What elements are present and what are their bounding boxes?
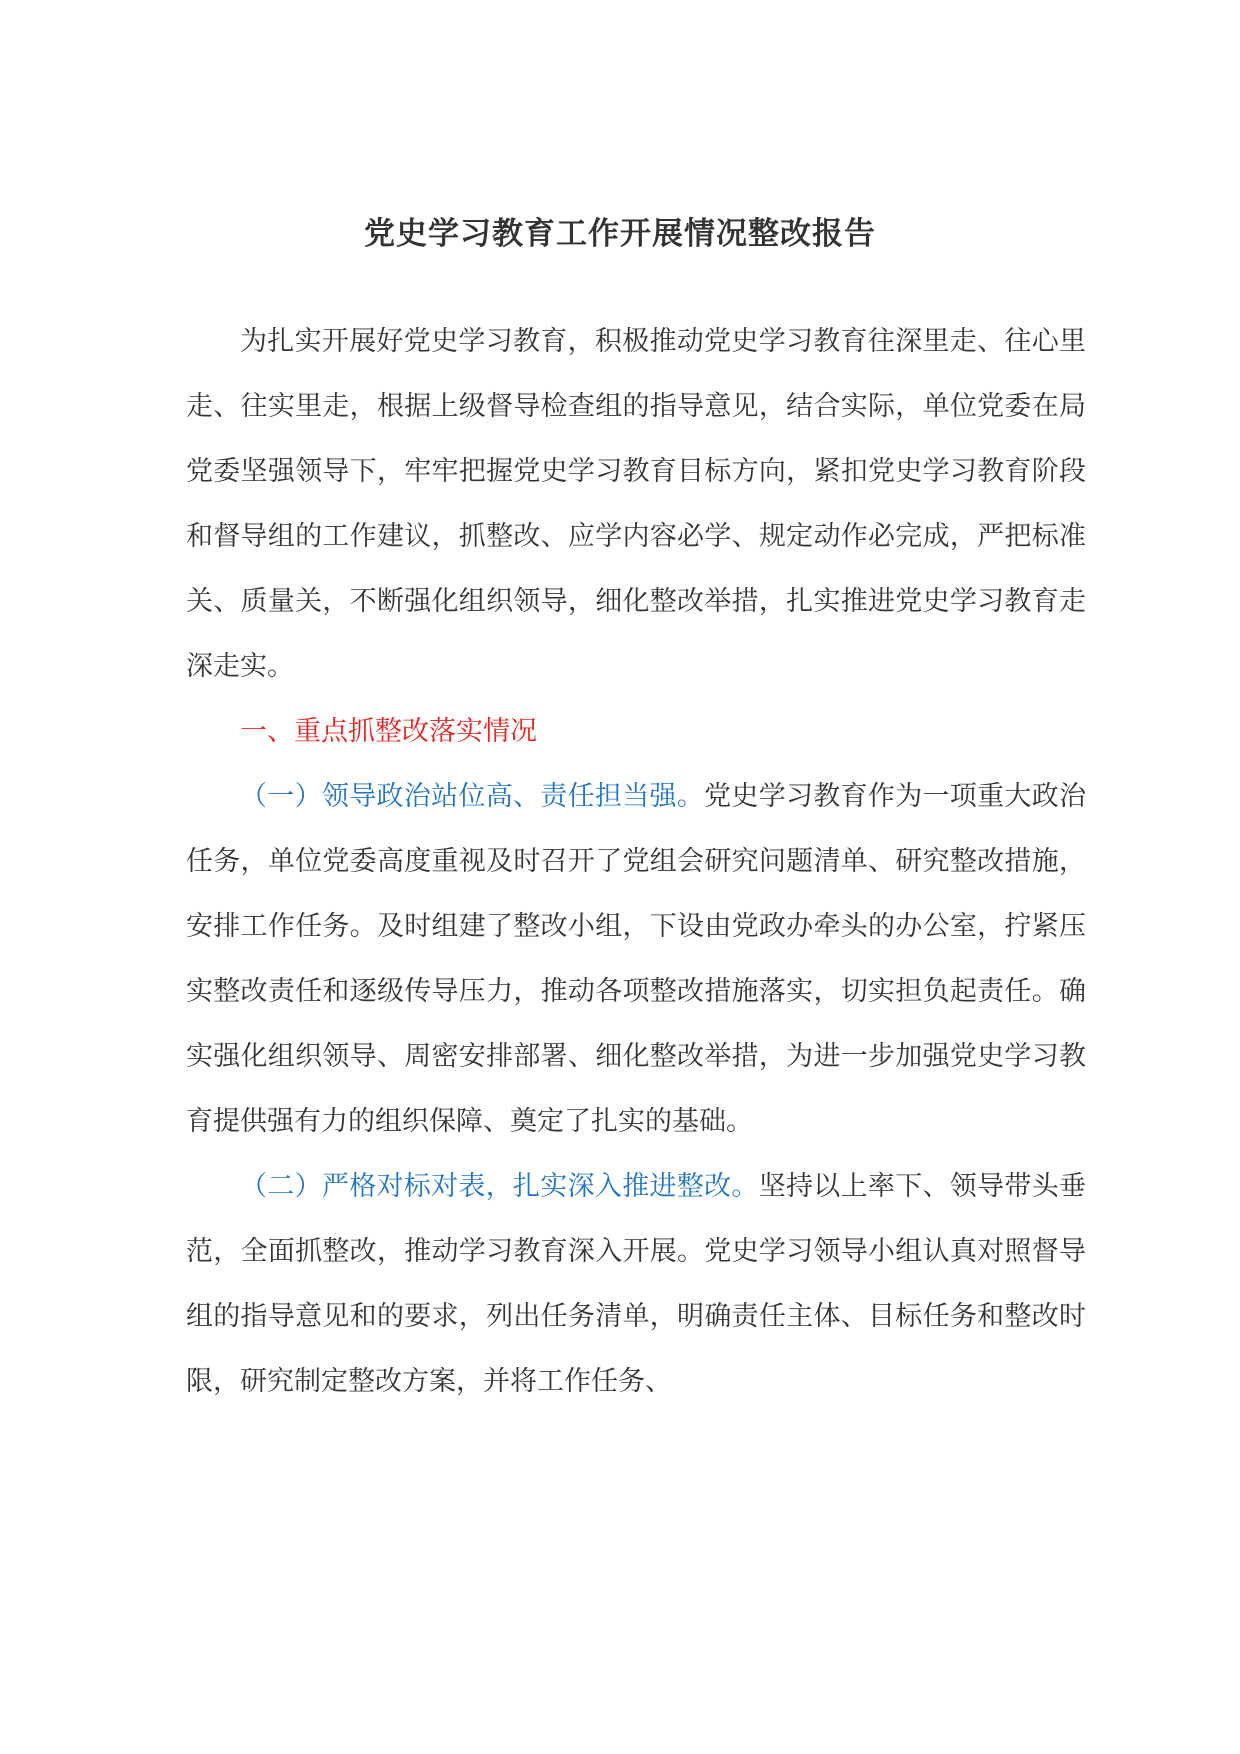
subsection-heading-2: （二）严格对标对表，扎实深入推进整改。 <box>240 1171 759 1202</box>
document-title: 党史学习教育工作开展情况整改报告 <box>364 216 876 252</box>
subsection-heading-1: （一）领导政治站位高、责任担当强。 <box>240 781 705 812</box>
subsection-paragraph-1 <box>186 764 1086 1154</box>
subsection-body-2: 坚持以上率下、领导带头垂范，全面抓整改，推动学习教育深入开展。党史学习领导小组认真对照督导组的指导意见和的要求，列出任务清单，明确责任主体、目标任务和整改时限，研究制定整改方案，并将工作任务、 <box>186 1171 1087 1397</box>
intro-paragraph: 为扎实开展好党史学习教育，积极推动党史学习教育往深里走、往心里走、往实里走，根据上级督导检查组的指导意见，结合实际，单位党委在局党委坚强领导下，牢牢把握党史学习教育目标方向，紧扣党史学习教育阶段和督导组的工作建议，抓整改、应学内容必学、规定动作必完成，严把标准关、质量关，不断强化组织领导，细化整改举措，扎实推进党史学习教育走深走实。 <box>186 326 1086 682</box>
subsection-paragraph-2 <box>186 1154 1086 1414</box>
section-heading-1: 一、重点抓整改落实情况 <box>240 716 537 747</box>
subsection-body-1: 党史学习教育作为一项重大政治任务，单位党委高度重视及时召开了党组会研究问题清单、研究整改措施，安排工作任务。及时组建了整改小组，下设由党政办牵头的办公室，拧紧压实整改责任和逐级传导压力，推动各项整改措施落实，切实担负起责任。确实强化组织领导、周密安排部署、细化整改举措，为进一步加强党史学习教育提供强有力的组织保障、奠定了扎实的基础。 <box>186 781 1087 1137</box>
document-body <box>186 309 1086 1414</box>
